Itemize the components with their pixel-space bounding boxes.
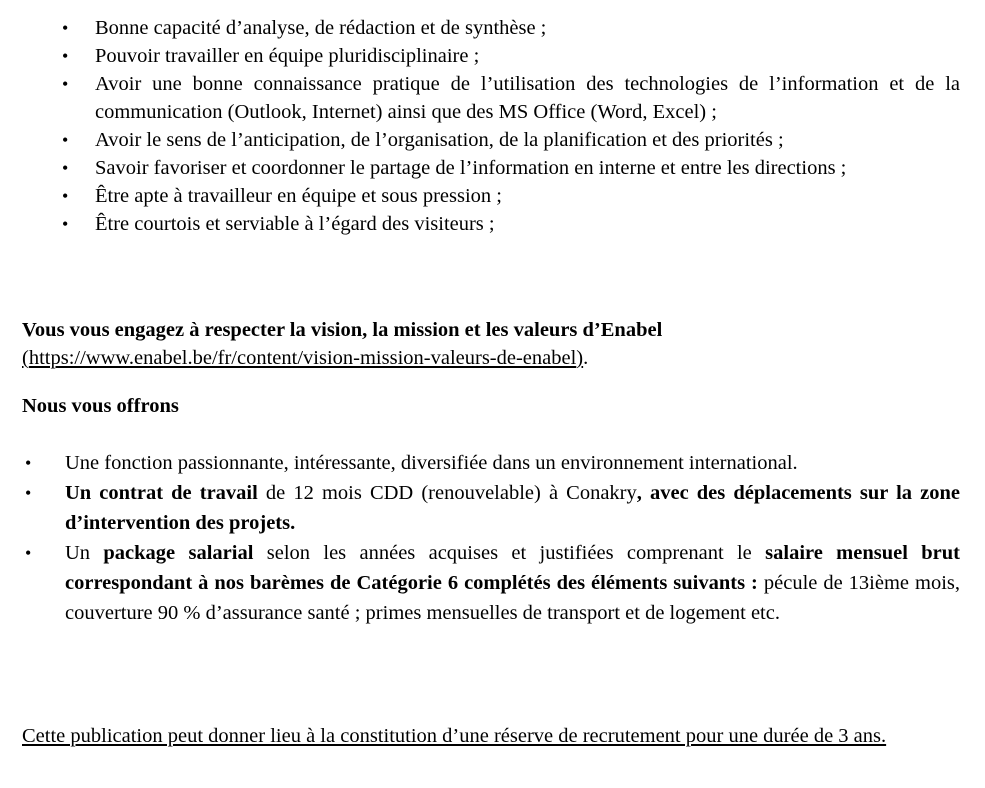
list-item [95, 42, 960, 70]
engagement-paragraph [22, 316, 962, 372]
salary-regular-1: Un [65, 542, 104, 564]
salary-regular-3: pécule de 13ième mois, couverture 90 % d’assurance santé ; primes mensuelles de transport et de logement etc. [65, 572, 960, 624]
offer-list [0, 448, 985, 628]
requirements-section [0, 14, 985, 238]
contract-bold-lead: Un contrat de travail [65, 482, 258, 504]
requirement-text: Avoir le sens de l’anticipation, de l’organisation, de la planification et des priorités ; [95, 129, 784, 151]
requirement-text: Savoir favoriser et coordonner le partage de l’information en interne et entre les directions ; [95, 157, 847, 179]
salary-regular-2: selon les années acquises et justifiées comprenant le [253, 542, 766, 564]
engagement-statement: Vous vous engagez à respecter la vision, la mission et les valeurs d’Enabel [22, 319, 663, 341]
contract-regular-middle: de 12 mois CDD (renouvelable) à Conakry [257, 482, 637, 504]
engagement-period: . [583, 347, 589, 369]
offer-text: Une fonction passionnante, intéressante, diversifiée dans un environnement international. [65, 452, 798, 474]
requirement-text: Bonne capacité d’analyse, de rédaction et de synthèse ; [95, 17, 547, 39]
salary-bold-1: package salarial [103, 542, 254, 564]
list-item [95, 182, 960, 210]
enabel-vision-link[interactable]: https://www.enabel.be/fr/content/vision-mission-valeurs-de-enabel [28, 347, 577, 369]
list-item [65, 538, 960, 628]
list-item [95, 14, 960, 42]
list-item [65, 448, 960, 478]
contract-bold-tail: , avec des déplacements sur la zone d’intervention des projets. [65, 482, 960, 534]
open-paren: ( [22, 347, 29, 369]
requirement-text: Avoir une bonne connaissance pratique de l’utilisation des technologies de l’information et de la communication (Outlook, Internet) ainsi que des MS Office (Word, Excel) ; [95, 73, 960, 123]
offer-section [0, 448, 985, 628]
requirements-list [0, 14, 985, 238]
requirement-text: Être apte à travailleur en équipe et sous pression ; [95, 185, 503, 207]
list-item [65, 478, 960, 538]
list-item [95, 126, 960, 154]
offer-heading: Nous vous offrons [22, 395, 179, 417]
reserve-notice-block [22, 722, 962, 750]
close-paren: ) [576, 347, 584, 369]
requirement-text: Être courtois et serviable à l’égard des visiteurs ; [95, 213, 495, 235]
list-item [95, 70, 960, 126]
salary-bold-2: salaire mensuel brut correspondant à nos barèmes de Catégorie 6 complétés des éléments suivants : [65, 542, 960, 594]
reserve-notice: Cette publication peut donner lieu à la constitution d’une réserve de recrutement pour une durée de 3 ans. [22, 725, 887, 747]
list-item [95, 154, 960, 182]
list-item [95, 210, 960, 238]
engagement-text [22, 316, 962, 372]
requirement-text: Pouvoir travailler en équipe pluridisciplinaire ; [95, 45, 480, 67]
offer-heading-block [22, 392, 962, 420]
